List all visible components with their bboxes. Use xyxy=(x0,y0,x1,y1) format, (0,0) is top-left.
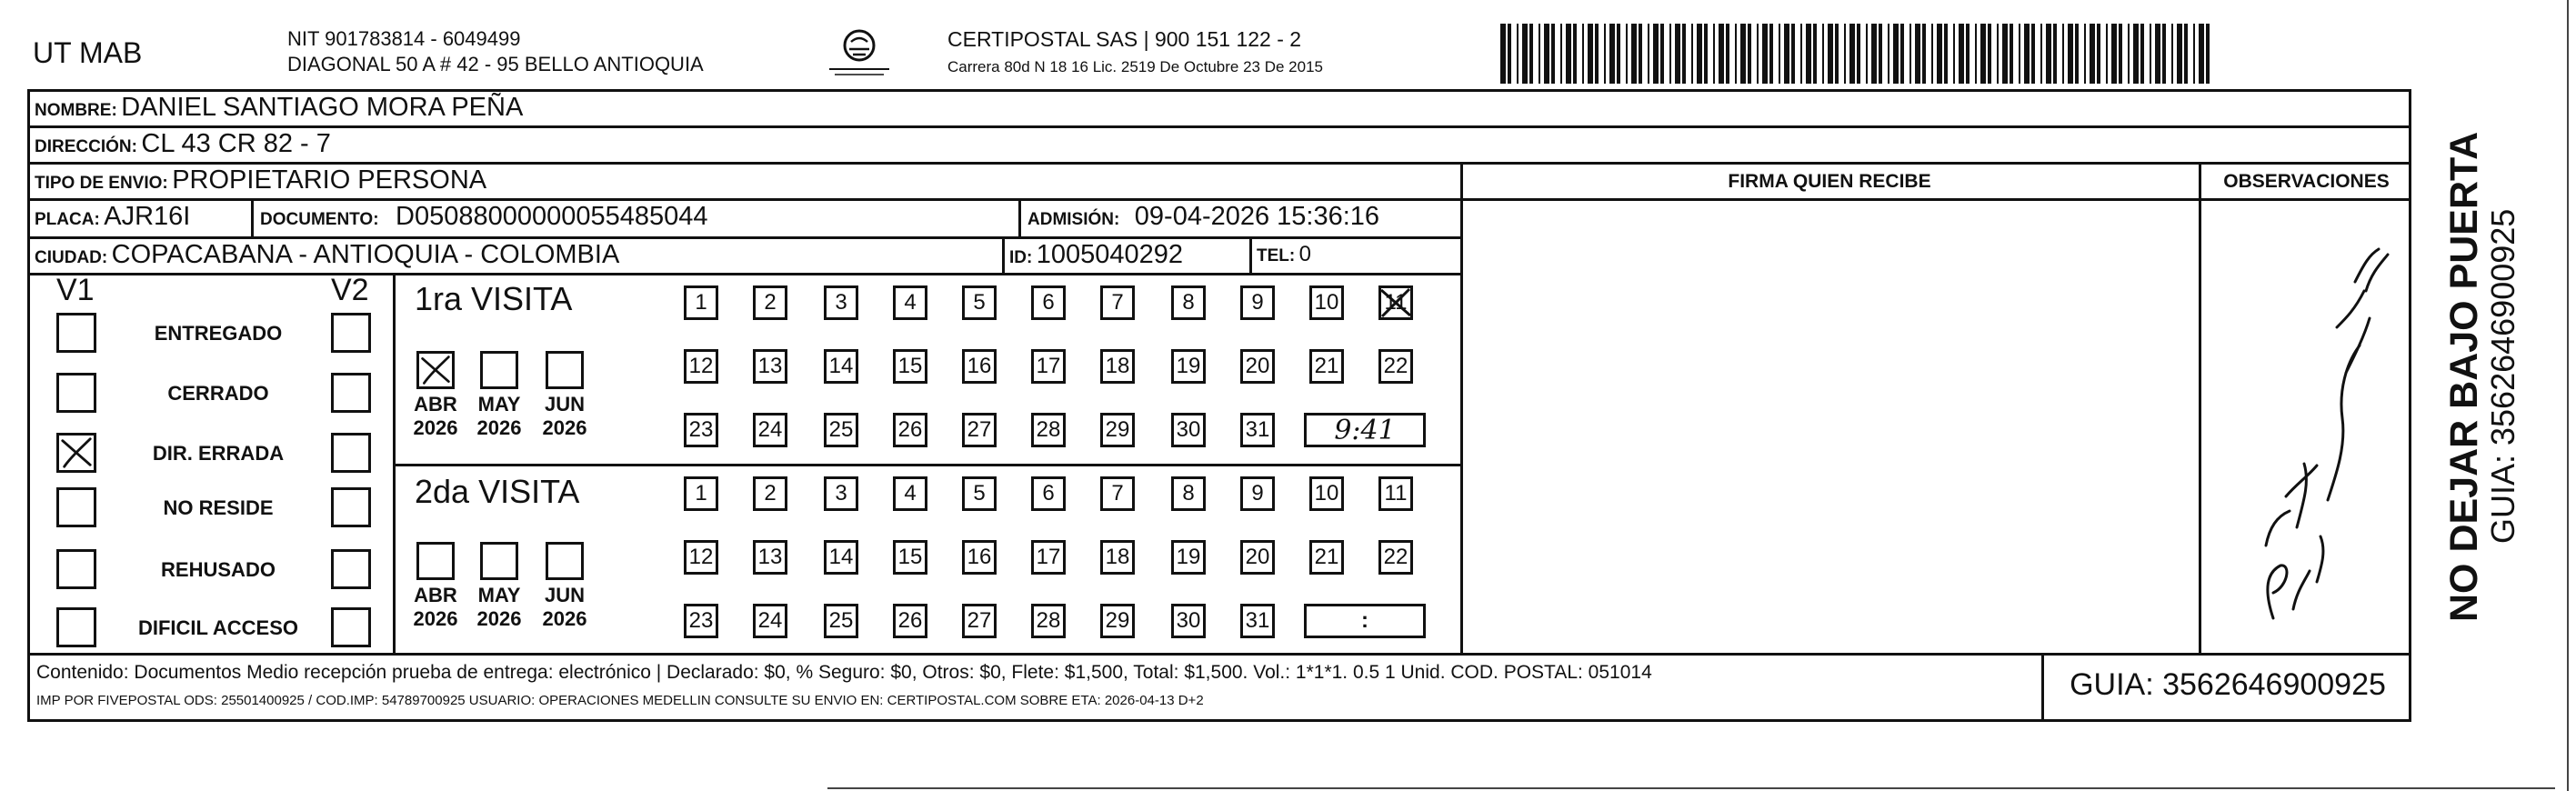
day-cell[interactable] xyxy=(1100,413,1135,447)
day-number: 3 xyxy=(835,290,847,315)
day-number: 19 xyxy=(1176,545,1201,569)
tel-label: TEL: xyxy=(1257,246,1296,265)
day-cell[interactable] xyxy=(962,604,997,638)
day-cell[interactable] xyxy=(1031,349,1066,384)
month-label xyxy=(467,393,531,440)
day-cell[interactable] xyxy=(684,349,718,384)
day-number: 5 xyxy=(973,290,986,315)
day-cell[interactable] xyxy=(1100,540,1135,575)
day-number: 22 xyxy=(1383,545,1408,569)
day-cell[interactable] xyxy=(753,413,787,447)
v1-label: V1 xyxy=(56,273,95,307)
day-cell[interactable] xyxy=(753,476,787,511)
day-number: 12 xyxy=(688,354,714,378)
documento-field xyxy=(260,202,708,232)
day-cell[interactable] xyxy=(1031,476,1066,511)
contenido-line: Contenido: Documentos Medio recepción prueba de entrega: electrónico | Declarado: $0, % Seguro: $0, Otros: $0, Flete: $1,500, Total: $1,500. Vol.: 1*1*1. 0.5 1 Unid. COD. POSTAL: 051014 xyxy=(36,662,1652,683)
nombre-value: DANIEL SANTIAGO MORA PEÑA xyxy=(121,93,524,122)
day-cell[interactable] xyxy=(824,540,858,575)
month-year: 2026 xyxy=(476,416,522,439)
tipo-envio-field xyxy=(35,165,486,195)
v2-checkbox[interactable] xyxy=(331,433,371,473)
day-cell[interactable] xyxy=(1378,540,1413,575)
day-cell[interactable] xyxy=(1031,540,1066,575)
day-number: 14 xyxy=(828,545,854,569)
day-number: 29 xyxy=(1105,417,1130,442)
day-number: 14 xyxy=(828,354,854,378)
day-cell[interactable] xyxy=(753,349,787,384)
month-label xyxy=(533,393,596,440)
day-cell[interactable] xyxy=(684,413,718,447)
v2-checkbox[interactable] xyxy=(331,607,371,647)
admision-field xyxy=(1027,202,1379,232)
day-number: 31 xyxy=(1245,608,1270,633)
day-number: 8 xyxy=(1182,290,1195,315)
v1-checkbox[interactable] xyxy=(56,373,96,413)
day-cell[interactable] xyxy=(962,413,997,447)
handwritten-observation xyxy=(2210,227,2401,646)
day-cell[interactable] xyxy=(684,540,718,575)
day-cell[interactable] xyxy=(893,285,927,320)
day-cell[interactable] xyxy=(1378,285,1413,320)
nombre-label: NOMBRE: xyxy=(35,101,117,120)
day-number: 18 xyxy=(1105,545,1130,569)
status-label: DIR. ERRADA xyxy=(152,442,285,465)
imp-line: IMP POR FIVEPOSTAL ODS: 25501400925 / COD.IMP: 54789700925 USUARIO: OPERACIONES MEDELLIN CONSULTE SU ENVIO EN: CERTIPOSTAL.COM SOBRE ETA: 2026-04-13 D+2 xyxy=(36,693,1204,708)
day-number: 21 xyxy=(1314,545,1339,569)
day-number: 1 xyxy=(695,290,707,315)
time-box[interactable] xyxy=(1304,413,1426,447)
day-cell[interactable] xyxy=(1240,476,1275,511)
month-checkbox[interactable] xyxy=(480,351,518,389)
tipo-envio-label: TIPO DE ENVIO: xyxy=(35,174,168,193)
tipo-envio-value: PROPIETARIO PERSONA xyxy=(172,165,487,195)
first-visit-title: 1ra VISITA xyxy=(415,280,573,317)
day-cell[interactable] xyxy=(1171,413,1206,447)
month-year: 2026 xyxy=(542,416,587,439)
firma-header: FIRMA QUIEN RECIBE xyxy=(1728,171,1931,192)
day-number: 6 xyxy=(1042,481,1055,506)
month-name: ABR xyxy=(414,584,457,606)
day-number: 9 xyxy=(1251,290,1264,315)
direccion-field xyxy=(35,129,331,159)
day-number: 11 xyxy=(1384,290,1408,315)
day-number: 16 xyxy=(967,545,992,569)
day-cell[interactable] xyxy=(1171,349,1206,384)
day-number: 24 xyxy=(757,608,783,633)
day-cell[interactable] xyxy=(684,285,718,320)
day-cell[interactable] xyxy=(893,540,927,575)
placa-field xyxy=(35,202,190,232)
month-label xyxy=(533,584,596,631)
month-year: 2026 xyxy=(413,607,458,630)
day-cell[interactable] xyxy=(684,476,718,511)
day-number: 17 xyxy=(1036,545,1061,569)
month-name: MAY xyxy=(477,393,521,416)
v1-checkbox[interactable] xyxy=(56,313,96,353)
guia-footer: GUIA: 3562646900925 xyxy=(2070,667,2386,702)
day-cell[interactable] xyxy=(1171,476,1206,511)
month-name: JUN xyxy=(544,584,585,606)
day-cell[interactable] xyxy=(962,285,997,320)
status-label: ENTREGADO xyxy=(154,322,283,345)
day-number: 10 xyxy=(1314,481,1339,506)
day-number: 2 xyxy=(764,481,777,506)
day-cell[interactable] xyxy=(962,349,997,384)
day-number: 2 xyxy=(764,290,777,315)
month-checkbox[interactable] xyxy=(480,542,518,580)
day-number: 9 xyxy=(1251,481,1264,506)
courier-name: CERTIPOSTAL SAS | 900 151 122 - 2 xyxy=(947,27,1302,51)
day-number: 16 xyxy=(967,354,992,378)
admision-value: 09-04-2026 15:36:16 xyxy=(1134,202,1380,231)
day-cell[interactable] xyxy=(1378,476,1413,511)
day-cell[interactable] xyxy=(893,476,927,511)
courier-license: Carrera 80d N 18 16 Lic. 2519 De Octubre 23 De 2015 xyxy=(947,58,1323,75)
v1-checkbox[interactable] xyxy=(56,487,96,527)
day-cell[interactable] xyxy=(1100,285,1135,320)
month-checkbox[interactable] xyxy=(546,542,584,580)
day-number: 8 xyxy=(1182,481,1195,506)
day-number: 11 xyxy=(1384,481,1408,506)
month-label xyxy=(467,584,531,631)
tel-value: 0 xyxy=(1298,242,1312,266)
day-cell[interactable] xyxy=(1031,413,1066,447)
day-number: 15 xyxy=(897,545,923,569)
no-dejar-bajo-puerta: NO DEJAR BAJO PUERTA xyxy=(2442,131,2486,622)
direccion-label: DIRECCIÓN: xyxy=(35,137,137,156)
documento-label: DOCUMENTO: xyxy=(260,210,379,229)
day-cell[interactable] xyxy=(1240,540,1275,575)
day-cell[interactable] xyxy=(1309,476,1344,511)
day-cell[interactable] xyxy=(1100,349,1135,384)
sender-nit: NIT 901783814 - 6049499 xyxy=(287,27,521,50)
status-label: CERRADO xyxy=(167,382,269,405)
observaciones-header: OBSERVACIONES xyxy=(2223,171,2390,192)
day-cell[interactable] xyxy=(824,285,858,320)
day-number: 30 xyxy=(1176,608,1201,633)
day-check-mark xyxy=(1378,285,1413,320)
month-name: ABR xyxy=(414,393,457,416)
day-number: 13 xyxy=(757,545,783,569)
day-cell[interactable] xyxy=(1031,285,1066,320)
day-cell[interactable] xyxy=(753,285,787,320)
day-cell[interactable] xyxy=(1309,540,1344,575)
day-cell[interactable] xyxy=(1171,540,1206,575)
scan-edge-bottom xyxy=(827,787,2555,789)
certipostal-logo xyxy=(818,25,900,80)
day-cell[interactable] xyxy=(753,540,787,575)
sender-name: UT MAB xyxy=(33,36,143,69)
day-number: 4 xyxy=(904,481,917,506)
day-number: 22 xyxy=(1383,354,1408,378)
day-cell[interactable] xyxy=(1240,413,1275,447)
day-number: 21 xyxy=(1314,354,1339,378)
barcode xyxy=(1498,24,2219,84)
day-number: 28 xyxy=(1036,608,1061,633)
day-number: 25 xyxy=(828,608,854,633)
tel-field xyxy=(1257,242,1311,267)
nombre-field xyxy=(35,93,523,123)
v1-checkbox[interactable] xyxy=(56,433,96,473)
day-number: 17 xyxy=(1036,354,1061,378)
day-cell[interactable] xyxy=(1100,476,1135,511)
status-label: DIFICIL ACCESO xyxy=(137,616,298,639)
month-year: 2026 xyxy=(542,607,587,630)
day-number: 20 xyxy=(1245,354,1270,378)
sender-address: DIAGONAL 50 A # 42 - 95 BELLO ANTIOQUIA xyxy=(287,53,704,75)
ciudad-value: COPACABANA - ANTIOQUIA - COLOMBIA xyxy=(111,240,620,269)
placa-value: AJR16I xyxy=(104,202,191,231)
v1-checkbox[interactable] xyxy=(56,549,96,589)
admision-label: ADMISIÓN: xyxy=(1027,210,1120,229)
day-number: 26 xyxy=(897,417,923,442)
day-number: 27 xyxy=(967,608,992,633)
v2-checkbox[interactable] xyxy=(331,313,371,353)
day-cell[interactable] xyxy=(893,413,927,447)
day-number: 13 xyxy=(757,354,783,378)
day-number: 4 xyxy=(904,290,917,315)
v2-label: V2 xyxy=(331,273,369,307)
day-number: 12 xyxy=(688,545,714,569)
month-label xyxy=(404,393,467,440)
month-label xyxy=(404,584,467,631)
day-cell[interactable] xyxy=(1171,285,1206,320)
day-cell[interactable] xyxy=(1240,349,1275,384)
side-guia: GUIA: 3562646900925 xyxy=(2484,208,2521,544)
month-year: 2026 xyxy=(476,607,522,630)
day-cell[interactable] xyxy=(824,476,858,511)
day-number: 24 xyxy=(757,417,783,442)
day-cell[interactable] xyxy=(1309,349,1344,384)
day-cell[interactable] xyxy=(1309,285,1344,320)
day-cell[interactable] xyxy=(824,604,858,638)
day-number: 26 xyxy=(897,608,923,633)
v1-checkbox[interactable] xyxy=(56,607,96,647)
day-cell[interactable] xyxy=(824,413,858,447)
day-number: 19 xyxy=(1176,354,1201,378)
time-placeholder: : xyxy=(1361,608,1368,633)
ciudad-field xyxy=(35,240,619,270)
v2-checkbox[interactable] xyxy=(331,487,371,527)
day-cell[interactable] xyxy=(893,349,927,384)
month-checkbox[interactable] xyxy=(416,351,455,389)
day-number: 23 xyxy=(688,417,714,442)
day-number: 7 xyxy=(1111,290,1124,315)
direccion-value: CL 43 CR 82 - 7 xyxy=(141,129,331,158)
month-checkbox[interactable] xyxy=(416,542,455,580)
day-cell[interactable] xyxy=(753,604,787,638)
scan-edge-right xyxy=(2567,0,2569,791)
day-cell[interactable] xyxy=(1240,285,1275,320)
v2-checkbox[interactable] xyxy=(331,549,371,589)
day-number: 28 xyxy=(1036,417,1061,442)
day-number: 27 xyxy=(967,417,992,442)
day-number: 20 xyxy=(1245,545,1270,569)
status-label: REHUSADO xyxy=(161,558,276,581)
day-number: 15 xyxy=(897,354,923,378)
day-cell[interactable] xyxy=(1171,604,1206,638)
day-number: 25 xyxy=(828,417,854,442)
day-number: 7 xyxy=(1111,481,1124,506)
status-label: NO RESIDE xyxy=(163,496,274,519)
day-number: 31 xyxy=(1245,417,1270,442)
id-value: 1005040292 xyxy=(1036,240,1184,269)
day-number: 6 xyxy=(1042,290,1055,315)
day-cell[interactable] xyxy=(1031,604,1066,638)
day-number: 23 xyxy=(688,608,714,633)
id-field xyxy=(1009,240,1183,270)
day-cell[interactable] xyxy=(684,604,718,638)
day-cell[interactable] xyxy=(962,540,997,575)
id-label: ID: xyxy=(1009,248,1033,267)
documento-value: D05088000000055485044 xyxy=(396,202,708,231)
day-number: 1 xyxy=(695,481,707,506)
month-checkbox[interactable] xyxy=(546,351,584,389)
day-cell[interactable] xyxy=(893,604,927,638)
v2-checkbox[interactable] xyxy=(331,373,371,413)
day-number: 10 xyxy=(1314,290,1339,315)
day-cell[interactable] xyxy=(1100,604,1135,638)
day-cell[interactable] xyxy=(824,349,858,384)
day-number: 18 xyxy=(1105,354,1130,378)
month-name: MAY xyxy=(477,584,521,606)
day-cell[interactable] xyxy=(1240,604,1275,638)
day-cell[interactable] xyxy=(962,476,997,511)
second-visit-title: 2da VISITA xyxy=(415,473,580,510)
month-name: JUN xyxy=(544,393,585,416)
day-number: 3 xyxy=(835,481,847,506)
month-year: 2026 xyxy=(413,416,458,439)
day-number: 30 xyxy=(1176,417,1201,442)
time-box[interactable] xyxy=(1304,604,1426,638)
ciudad-label: CIUDAD: xyxy=(35,248,108,267)
day-number: 5 xyxy=(973,481,986,506)
day-cell[interactable] xyxy=(1378,349,1413,384)
handwritten-time: 9:41 xyxy=(1334,414,1396,446)
day-number: 29 xyxy=(1105,608,1130,633)
placa-label: PLACA: xyxy=(35,210,100,229)
